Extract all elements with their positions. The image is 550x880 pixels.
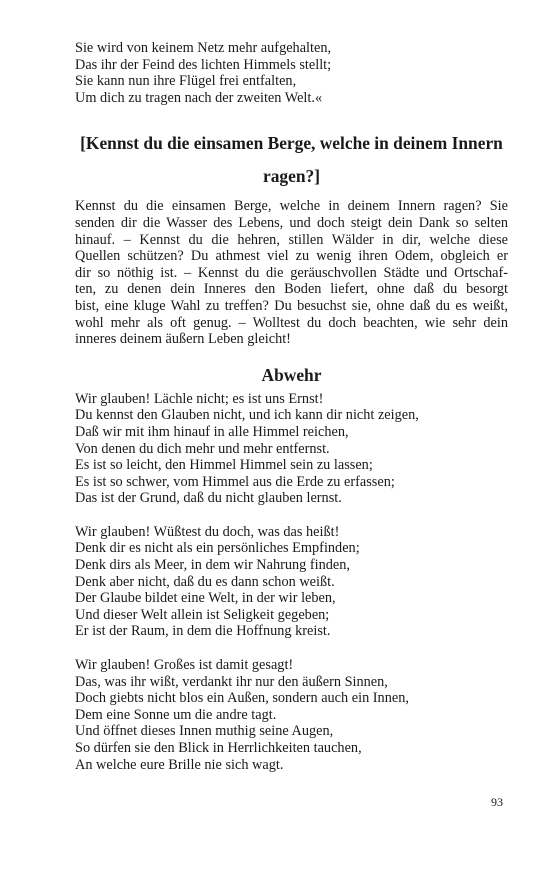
verse-line: Du kennst den Glauben nicht, und ich kann dir nicht zeigen, xyxy=(75,407,419,424)
prose-line: dir so nöthig ist. – Kennst du die geräuschvollen Städte und Ortschaf- xyxy=(75,264,508,281)
prose-line: wohl mehr als oft genug. – Wolltest du doch beachten, wie sehr dein xyxy=(75,314,508,331)
page-number: 93 xyxy=(491,795,503,809)
verse-line: Das, was ihr wißt, verdankt ihr nur den äußern Sinnen, xyxy=(75,673,388,690)
prose-line: inneres deinem äußern Leben gleicht! xyxy=(75,331,291,348)
verse-line: Und öffnet dieses Innen muthig seine Augen, xyxy=(75,723,334,740)
verse-line: Und dieser Welt allein ist Seligkeit gegeben; xyxy=(75,606,330,623)
prose-line: Quellen schützen? Du athmest viel zu wenig ihren Odem, obgleich er xyxy=(75,248,508,265)
verse-line: So dürfen sie den Blick in Herrlichkeiten tauchen, xyxy=(75,740,362,756)
verse-line: Denk dir es nicht als ein persönliches Empfinden; xyxy=(75,540,360,557)
heading-line: ragen?] xyxy=(263,166,320,187)
prose-line: ten, zu denen dein Inneres den Boden liefert, ohne daß du besorgt xyxy=(75,281,508,298)
poem-abwehr xyxy=(75,391,508,773)
verse-line: Er ist der Raum, in dem die Hoffnung kreist. xyxy=(75,623,331,640)
section-heading-abwehr: Abwehr xyxy=(261,364,322,385)
verse-line: Denk aber nicht, daß du es dann schon weißt. xyxy=(75,573,335,590)
prose-line: senden dir die Wasser des Lebens, und doch steigt dein Dank so selten xyxy=(75,214,508,231)
heading-line: [Kennst du die einsamen Berge, welche in deinem Innern xyxy=(80,133,503,154)
prose-line: hinauf. – Kennst du die hehren, stillen Wälder in dir, welche diese xyxy=(75,231,508,248)
verse-line: Das ist der Grund, daß du nicht glauben lernst. xyxy=(75,490,342,507)
verse-line: Das ihr der Feind des lichten Himmels stellt; xyxy=(75,56,332,73)
verse-line: Denk dirs als Meer, in dem wir Nahrung finden, xyxy=(75,557,350,574)
verse-line: Es ist so schwer, vom Himmel aus die Erde zu erfassen; xyxy=(75,473,395,490)
verse-line: Dem eine Sonne um die andre tagt. xyxy=(75,706,277,723)
verse-line: Um dich zu tragen nach der zweiten Welt.« xyxy=(75,89,323,106)
stanza xyxy=(75,657,508,773)
verse-line: An welche eure Brille nie sich wagt. xyxy=(75,756,284,773)
verse-line: Doch giebts nicht blos ein Außen, sondern auch ein Innen, xyxy=(75,690,409,707)
verse-line: Daß wir mit ihm hinauf in alle Himmel reichen, xyxy=(75,423,349,440)
stanza xyxy=(75,391,508,507)
page-content xyxy=(75,40,508,773)
prose-line: Kennst du die einsamen Berge, welche in deinem Innern ragen? Sie xyxy=(75,198,508,215)
opening-stanza xyxy=(75,40,508,106)
section-heading-berge xyxy=(75,127,508,193)
verse-line: Von denen du dich mehr und mehr entfernst. xyxy=(75,440,330,457)
verse-line: Es ist so leicht, den Himmel Himmel sein zu lassen; xyxy=(75,457,373,474)
verse-line: Sie wird von keinem Netz mehr aufgehalten, xyxy=(75,40,332,56)
prose-line: bist, eine kluge Wahl zu treffen? Du besuchst sie, ohne daß du es weißt, xyxy=(75,297,508,314)
verse-line: Wir glauben! Wüßtest du doch, was das heißt! xyxy=(75,523,340,540)
verse-line: Der Glaube bildet eine Welt, in der wir leben, xyxy=(75,590,336,607)
verse-line: Sie kann nun ihre Flügel frei entfalten, xyxy=(75,73,297,90)
stanza xyxy=(75,524,508,640)
prose-paragraph xyxy=(75,198,508,347)
verse-line: Wir glauben! Großes ist damit gesagt! xyxy=(75,657,294,674)
verse-line: Wir glauben! Lächle nicht; es ist uns Ernst! xyxy=(75,390,324,407)
